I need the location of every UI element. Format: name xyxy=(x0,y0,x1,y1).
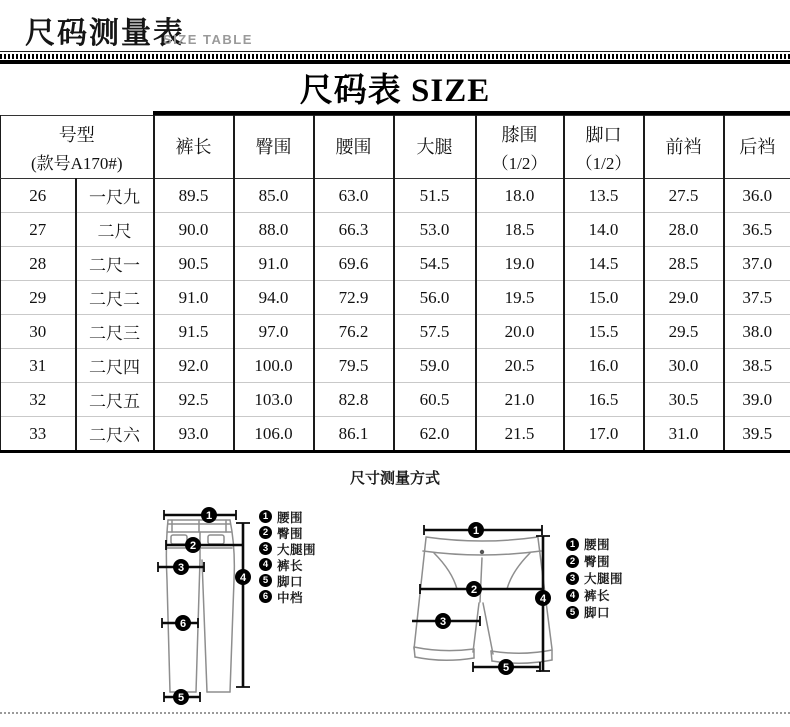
table-cell: 26 xyxy=(1,179,76,213)
svg-text:6: 6 xyxy=(179,618,187,630)
header-label: 后裆 xyxy=(739,137,776,157)
table-cell: 91.0 xyxy=(154,281,234,315)
pants-marker-5 xyxy=(173,689,189,705)
header-front-rise xyxy=(644,116,724,179)
table-cell: 21.5 xyxy=(476,417,564,452)
header-model xyxy=(1,116,154,179)
svg-text:3: 3 xyxy=(177,562,185,574)
svg-text:1: 1 xyxy=(205,510,213,522)
table-cell: 19.5 xyxy=(476,281,564,315)
table-row xyxy=(1,417,790,452)
table-cell: 76.2 xyxy=(314,315,394,349)
table-cell: 51.5 xyxy=(394,179,476,213)
table-cell: 29.5 xyxy=(644,315,724,349)
table-cell: 36.0 xyxy=(724,179,790,213)
page-subtitle: SIZE TABLE xyxy=(163,32,253,47)
legend-label: 脚口 xyxy=(277,574,304,589)
header-model-line2: (款号A170#) xyxy=(30,153,123,173)
table-cell: 103.0 xyxy=(234,383,314,417)
legend-label: 中档 xyxy=(277,590,304,605)
table-cell: 66.3 xyxy=(314,213,394,247)
table-cell: 16.5 xyxy=(564,383,644,417)
table-cell: 100.0 xyxy=(234,349,314,383)
table-title: 尺码表 SIZE xyxy=(299,73,491,109)
marker-badge: 5 xyxy=(259,574,272,587)
table-cell: 15.5 xyxy=(564,315,644,349)
divider-thin xyxy=(0,51,790,52)
shorts-marker-2 xyxy=(466,581,482,597)
size-table xyxy=(0,115,790,453)
table-cell: 37.0 xyxy=(724,247,790,281)
header-thigh xyxy=(394,116,476,179)
table-cell: 15.0 xyxy=(564,281,644,315)
table-cell: 97.0 xyxy=(234,315,314,349)
legend-item xyxy=(566,553,623,569)
header-label: 膝围 xyxy=(501,124,538,145)
legend-label: 裤长 xyxy=(277,558,304,573)
marker-badge: 5 xyxy=(566,606,579,619)
table-cell: 91.0 xyxy=(234,247,314,281)
table-cell: 20.5 xyxy=(476,349,564,383)
marker-badge: 6 xyxy=(259,590,272,603)
table-cell: 18.5 xyxy=(476,213,564,247)
table-cell: 86.1 xyxy=(314,417,394,452)
marker-badge: 2 xyxy=(259,526,272,539)
pants-marker-2 xyxy=(185,537,201,553)
table-cell: 30.5 xyxy=(644,383,724,417)
table-row xyxy=(1,213,790,247)
table-row xyxy=(1,383,790,417)
shorts-marker-5 xyxy=(498,659,514,675)
table-cell: 20.0 xyxy=(476,315,564,349)
table-cell: 89.5 xyxy=(154,179,234,213)
shorts-legend xyxy=(566,536,623,621)
table-cell: 30.0 xyxy=(644,349,724,383)
legend-item xyxy=(566,587,623,603)
table-cell: 79.5 xyxy=(314,349,394,383)
table-cell: 54.5 xyxy=(394,247,476,281)
table-cell: 16.0 xyxy=(564,349,644,383)
table-cell: 28.5 xyxy=(644,247,724,281)
header-knee xyxy=(476,116,564,179)
table-cell: 30 xyxy=(1,315,76,349)
marker-badge: 2 xyxy=(566,555,579,568)
table-row xyxy=(1,247,790,281)
header-sub: （1/2） xyxy=(575,153,632,173)
table-cell: 92.5 xyxy=(154,383,234,417)
header-label: 腰围 xyxy=(335,137,372,157)
table-cell: 19.0 xyxy=(476,247,564,281)
table-cell: 二尺 xyxy=(76,213,154,247)
table-cell: 31 xyxy=(1,349,76,383)
divider-dotted xyxy=(0,54,790,59)
table-cell: 二尺六 xyxy=(76,417,154,452)
pants-marker-4 xyxy=(235,569,251,585)
table-cell: 56.0 xyxy=(394,281,476,315)
header-hip xyxy=(234,116,314,179)
table-cell: 72.9 xyxy=(314,281,394,315)
table-cell: 92.0 xyxy=(154,349,234,383)
svg-text:5: 5 xyxy=(177,692,185,704)
table-row xyxy=(1,315,790,349)
svg-text:4: 4 xyxy=(239,572,247,584)
table-cell: 106.0 xyxy=(234,417,314,452)
header-label: 裤长 xyxy=(175,137,212,157)
table-cell: 88.0 xyxy=(234,213,314,247)
table-cell: 60.5 xyxy=(394,383,476,417)
marker-badge: 4 xyxy=(259,558,272,571)
svg-text:4: 4 xyxy=(539,593,547,605)
header-waist xyxy=(314,116,394,179)
shorts-marker-1 xyxy=(468,522,484,538)
table-cell: 33 xyxy=(1,417,76,452)
header-sub: （1/2） xyxy=(491,153,548,173)
header-back-rise xyxy=(724,116,790,179)
table-cell: 38.0 xyxy=(724,315,790,349)
legend-item xyxy=(259,525,316,540)
header-label: 臀围 xyxy=(255,137,292,157)
header-pant-length xyxy=(154,116,234,179)
table-cell: 69.6 xyxy=(314,247,394,281)
svg-text:5: 5 xyxy=(502,662,510,674)
shorts-outline xyxy=(414,537,552,663)
header-model-line1: 号型 xyxy=(58,124,95,145)
table-cell: 二尺四 xyxy=(76,349,154,383)
table-cell: 91.5 xyxy=(154,315,234,349)
table-cell: 21.0 xyxy=(476,383,564,417)
table-cell: 一尺九 xyxy=(76,179,154,213)
table-cell: 82.8 xyxy=(314,383,394,417)
page-title: 尺码测量表 xyxy=(25,17,185,50)
table-cell: 59.0 xyxy=(394,349,476,383)
legend-label: 大腿围 xyxy=(584,572,624,586)
table-cell: 36.5 xyxy=(724,213,790,247)
table-cell: 29.0 xyxy=(644,281,724,315)
svg-text:1: 1 xyxy=(472,525,480,537)
table-cell: 53.0 xyxy=(394,213,476,247)
marker-badge: 3 xyxy=(259,542,272,555)
svg-text:2: 2 xyxy=(189,540,197,552)
table-cell: 93.0 xyxy=(154,417,234,452)
table-cell: 18.0 xyxy=(476,179,564,213)
legend-label: 臀围 xyxy=(277,526,304,541)
pants-marker-6 xyxy=(175,615,191,631)
table-row xyxy=(1,281,790,315)
table-row xyxy=(1,179,790,213)
pants-legend xyxy=(259,509,316,605)
table-cell: 二尺三 xyxy=(76,315,154,349)
svg-text:2: 2 xyxy=(470,584,478,596)
header-label: 前裆 xyxy=(665,137,702,157)
svg-text:3: 3 xyxy=(439,616,447,628)
legend-item xyxy=(566,570,623,586)
legend-item xyxy=(566,536,623,552)
marker-badge: 1 xyxy=(259,510,272,523)
marker-badge: 4 xyxy=(566,589,579,602)
shorts-marker-3 xyxy=(435,613,451,629)
legend-label: 脚口 xyxy=(584,606,611,620)
table-cell: 28 xyxy=(1,247,76,281)
table-cell: 17.0 xyxy=(564,417,644,452)
legend-item xyxy=(259,589,316,604)
legend-item xyxy=(259,573,316,588)
table-cell: 39.5 xyxy=(724,417,790,452)
table-cell: 二尺五 xyxy=(76,383,154,417)
table-cell: 二尺一 xyxy=(76,247,154,281)
marker-badge: 3 xyxy=(566,572,579,585)
table-cell: 32 xyxy=(1,383,76,417)
table-cell: 39.0 xyxy=(724,383,790,417)
table-cell: 14.5 xyxy=(564,247,644,281)
legend-label: 裤长 xyxy=(584,589,611,603)
legend-label: 腰围 xyxy=(277,510,304,525)
table-row xyxy=(1,349,790,383)
table-cell: 14.0 xyxy=(564,213,644,247)
pants-marker-3 xyxy=(173,559,189,575)
table-cell: 37.5 xyxy=(724,281,790,315)
table-cell: 31.0 xyxy=(644,417,724,452)
table-cell: 62.0 xyxy=(394,417,476,452)
table-header-row xyxy=(1,116,790,179)
legend-label: 臀围 xyxy=(584,555,611,569)
legend-label: 大腿围 xyxy=(277,542,317,557)
shorts-marker-4 xyxy=(535,590,551,606)
marker-badge: 1 xyxy=(566,538,579,551)
header-label: 脚口 xyxy=(585,124,622,145)
bottom-dotted-divider xyxy=(0,712,790,714)
table-cell: 13.5 xyxy=(564,179,644,213)
table-cell: 90.5 xyxy=(154,247,234,281)
header-label: 大腿 xyxy=(416,137,453,157)
table-cell: 90.0 xyxy=(154,213,234,247)
table-cell: 57.5 xyxy=(394,315,476,349)
table-cell: 27.5 xyxy=(644,179,724,213)
pants-marker-1 xyxy=(201,507,217,523)
table-cell: 29 xyxy=(1,281,76,315)
shorts-measure-diagram xyxy=(412,503,562,688)
legend-item xyxy=(259,557,316,572)
table-cell: 28.0 xyxy=(644,213,724,247)
legend-label: 腰围 xyxy=(584,538,611,552)
measure-section-title: 尺寸测量方式 xyxy=(349,470,440,487)
legend-item xyxy=(259,509,316,524)
table-cell: 38.5 xyxy=(724,349,790,383)
table-cell: 27 xyxy=(1,213,76,247)
legend-item xyxy=(566,604,623,620)
table-cell: 94.0 xyxy=(234,281,314,315)
table-cell: 二尺二 xyxy=(76,281,154,315)
legend-item xyxy=(259,541,316,556)
table-cell: 63.0 xyxy=(314,179,394,213)
header-leg-opening xyxy=(564,116,644,179)
table-cell: 85.0 xyxy=(234,179,314,213)
